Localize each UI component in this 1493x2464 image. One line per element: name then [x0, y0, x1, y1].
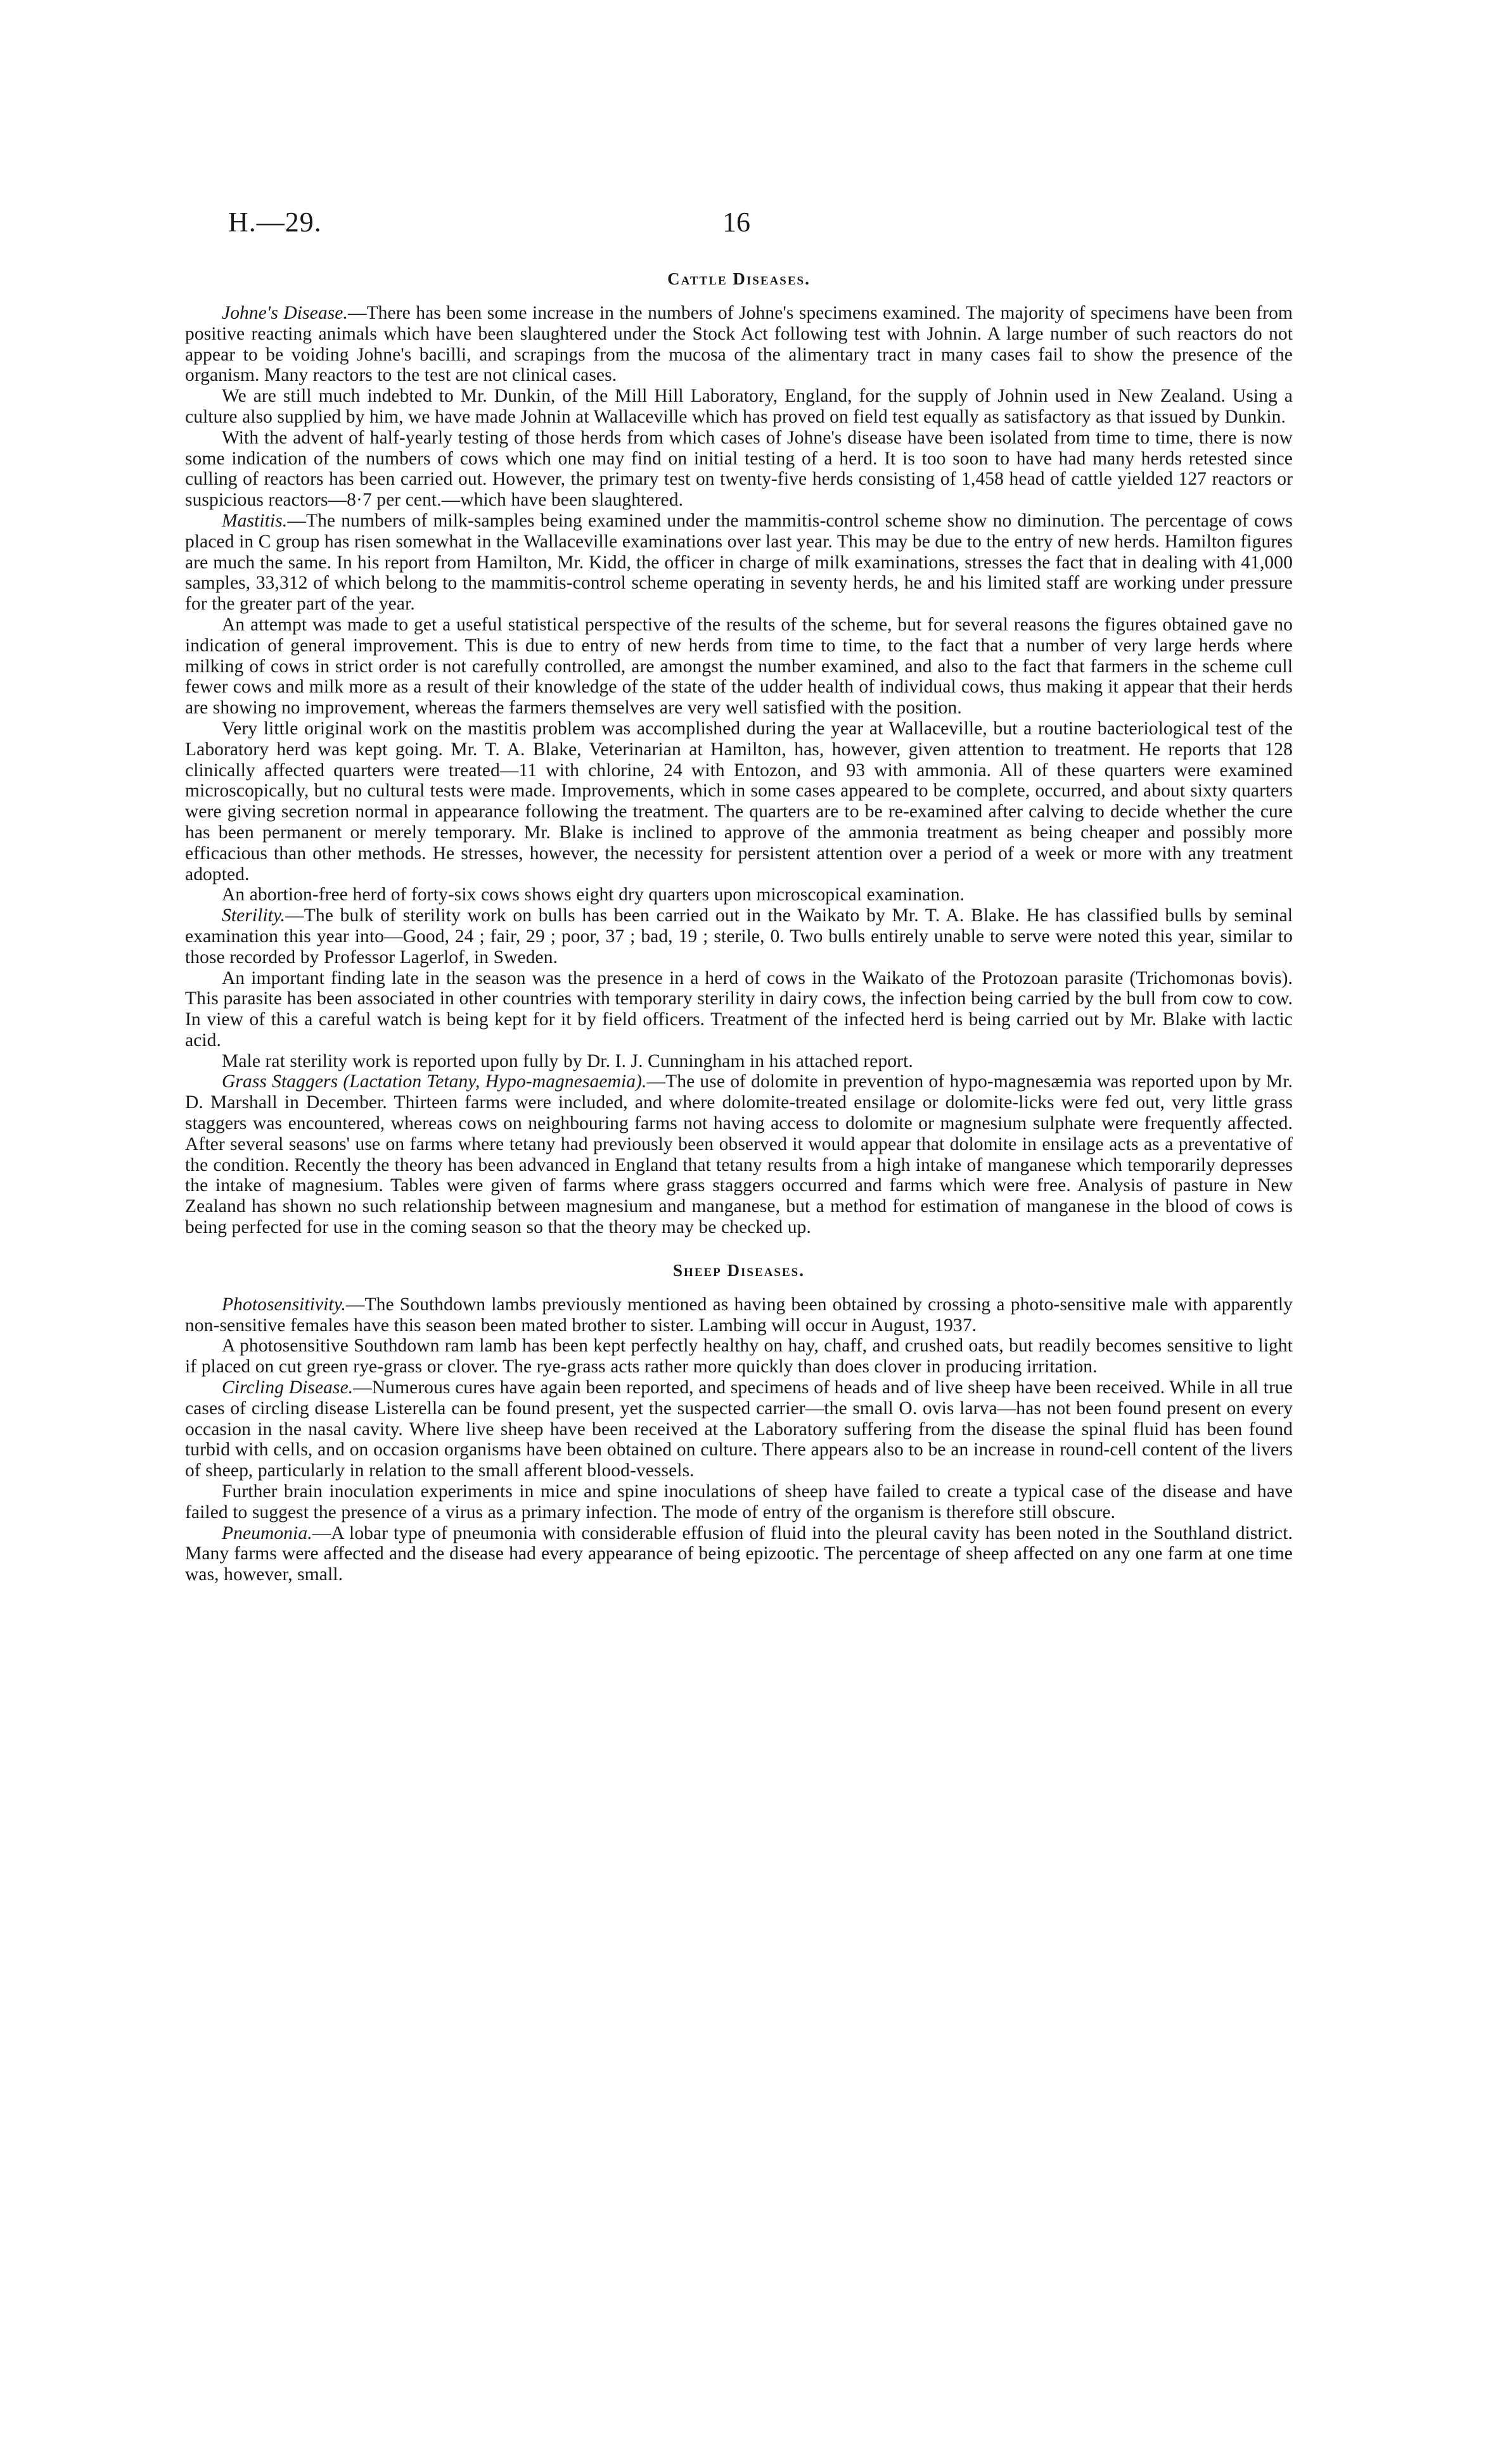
paragraph: Further brain inoculation experiments in mice and spine inoculations of sheep have failed to create a typical case of the disease and have failed to suggest the presence of a virus as a primary infection. The mode of entry of the organism is therefore still obscure. [185, 1481, 1293, 1522]
page-body [185, 269, 1293, 1585]
paragraph: With the advent of half-yearly testing of those herds from which cases of Johne's disease have been isolated from time to time, there is now some indication of the numbers of cows which one may find on initial testing of a herd. It is too soon to have had many herds retested since culling of reactors has been carried out. However, the primary test on twenty-five herds consisting of 1,458 head of cattle yielded 127 reactors or suspicious reactors—8·7 per cent.—which have been slaughtered. [185, 427, 1293, 511]
paragraph: An abortion-free herd of forty-six cows shows eight dry quarters upon microscopical examination. [222, 884, 965, 905]
section-heading: Sheep Diseases. [673, 1260, 805, 1280]
paragraph-sterility: Sterility.—The bulk of sterility work on bulls has been carried out in the Waikato by Mr. T. A. Blake. He has classified bulls by seminal examination this year into—Good, 24 ; fair, 29 ; poor, 37 ; bad, 19 ; sterile, 0. Two bulls entirely unable to serve were noted this year, similar to those recorded by Professor Lagerlof, in Sweden. [185, 905, 1293, 967]
section-cattle-diseases [185, 269, 1293, 1238]
section-sheep-diseases [185, 1261, 1293, 1585]
section-divider [185, 1238, 1293, 1261]
paragraph-mastitis: Mastitis.—The numbers of milk-samples being examined under the mammitis-control scheme show no diminution. The percentage of cows placed in C group has risen somewhat in the Wallaceville examinations over last year. This may be due to the entry of new herds. Hamilton figures are much the same. In his report from Hamilton, Mr. Kidd, the officer in charge of milk examinations, stresses the fact that in dealing with 41,000 samples, 33,312 of which belong to the mammitis-control scheme operating in seventy herds, he and his limited staff are working under pressure for the greater part of the year. [185, 510, 1293, 615]
paragraph-johnes-disease: Johne's Disease.—There has been some increase in the numbers of Johne's specimens examined. The majority of specimens have been from positive reacting animals which have been slaughtered under the Stock Act following test with Johnin. A large number of such reactors do not appear to be voiding Johne's bacilli, and scrapings from the mucosa of the alimentary tract in many cases fail to show the presence of the organism. Many reactors to the test are not clinical cases. [185, 303, 1293, 386]
paragraph: Very little original work on the mastitis problem was accomplished during the year at Wallaceville, but a routine bacteriological test of the Laboratory herd was kept going. Mr. T. A. Blake, Veterinarian at Hamilton, has, however, given attention to treatment. He reports that 128 clinically affected quarters were treated—11 with chlorine, 24 with Entozon, and 93 with ammonia. All of these quarters were examined microscopically, but no cultural tests were made. Improvements, which in some cases appeared to be complete, occurred, and about sixty quarters were giving secretion normal in appearance following the treatment. The quarters are to be re-examined after calving to decide whether the cure has been permanent or merely temporary. Mr. Blake is inclined to approve of the ammonia treatment as being cheaper and possibly more efficacious than other methods. He stresses, however, the necessity for persistent attention over a period of a week or more with any treatment adopted. [185, 718, 1293, 884]
paragraph: An attempt was made to get a useful statistical perspective of the results of the scheme, but for several reasons the figures obtained gave no indication of general improvement. This is due to entry of new herds from time to time, to the fact that a number of very large herds where milking of cows in strict order is not carefully controlled, are amongst the number examined, and also to the fact that farmers in the scheme cull fewer cows and milk more as a result of their knowledge of the state of the udder health of individual cows, thus making it appear that their herds are showing no improvement, whereas the farmers themselves are very well satisfied with the position. [185, 614, 1293, 718]
paragraph: Male rat sterility work is reported upon fully by Dr. I. J. Cunningham in his attached report. [222, 1050, 913, 1071]
section-heading: Cattle Diseases. [667, 269, 811, 288]
paragraph-photosensitivity: Photosensitivity.—The Southdown lambs previously mentioned as having been obtained by crossing a photo-sensitive male with apparently non-sensitive females have this season been mated brother to sister. Lambing will occur in August, 1937. [185, 1294, 1293, 1336]
document-reference: H.—29. [228, 207, 322, 238]
paragraph-pneumonia: Pneumonia.—A lobar type of pneumonia with considerable effusion of fluid into the pleural cavity has been noted in the Southland district. Many farms were affected and the disease had every appearance of being epizootic. The percentage of sheep affected on any one farm at one time was, however, small. [185, 1522, 1293, 1585]
paragraph: A photosensitive Southdown ram lamb has been kept perfectly healthy on hay, chaff, and crushed oats, but readily becomes sensitive to light if placed on cut green rye-grass or clover. The rye-grass acts rather more quickly than does clover in producing irritation. [185, 1336, 1293, 1377]
page-header [0, 206, 1493, 244]
page-number: 16 [722, 207, 750, 238]
paragraph: We are still much indebted to Mr. Dunkin, of the Mill Hill Laboratory, England, for the supply of Johnin used in New Zealand. Using a culture also supplied by him, we have made Johnin at Wallaceville which has proved on field test equally as satisfactory as that issued by Dunkin. [185, 386, 1293, 427]
paragraph-grass-staggers: Grass Staggers (Lactation Tetany, Hypo-magnesaemia).—The use of dolomite in prevention of hypo-magnesæmia was reported upon by Mr. D. Marshall in December. Thirteen farms were included, and where dolomite-treated ensilage or dolomite-licks were fed out, very little grass staggers was encountered, whereas cows on neighbouring farms not having access to dolomite or magnesium sulphate were frequently affected. After several seasons' use on farms where tetany had previously been observed it would appear that dolomite in ensilage acts as a preventative of the condition. Recently the theory has been advanced in England that tetany results from a high intake of manganese which temporarily depresses the intake of magnesium. Tables were given of farms where grass staggers occurred and farms which were free. Analysis of pasture in New Zealand has shown no such relationship between magnesium and manganese, but a method for estimation of manganese in the blood of cows is being perfected for use in the coming season so that the theory may be checked up. [185, 1071, 1293, 1238]
paragraph: An important finding late in the season was the presence in a herd of cows in the Waikato of the Protozoan parasite (Trichomonas bovis). This parasite has been associated in other countries with temporary sterility in dairy cows, the infection being carried by the bull from cow to cow. In view of this a careful watch is being kept for it by field officers. Treatment of the infected herd is being carried out by Mr. Blake with lactic acid. [185, 967, 1293, 1050]
paragraph-circling-disease: Circling Disease.—Numerous cures have again been reported, and specimens of heads and of live sheep have been received. While in all true cases of circling disease Listerella can be found present, yet the suspected carrier—the small O. ovis larva—has not been found present on every occasion in the nasal cavity. Where live sheep have been received at the Laboratory suffering from the disease the spinal fluid has been found turbid with cells, and on occasion organisms have been obtained on culture. There appears also to be an increase in round-cell content of the livers of sheep, particularly in relation to the small afferent blood-vessels. [185, 1377, 1293, 1481]
